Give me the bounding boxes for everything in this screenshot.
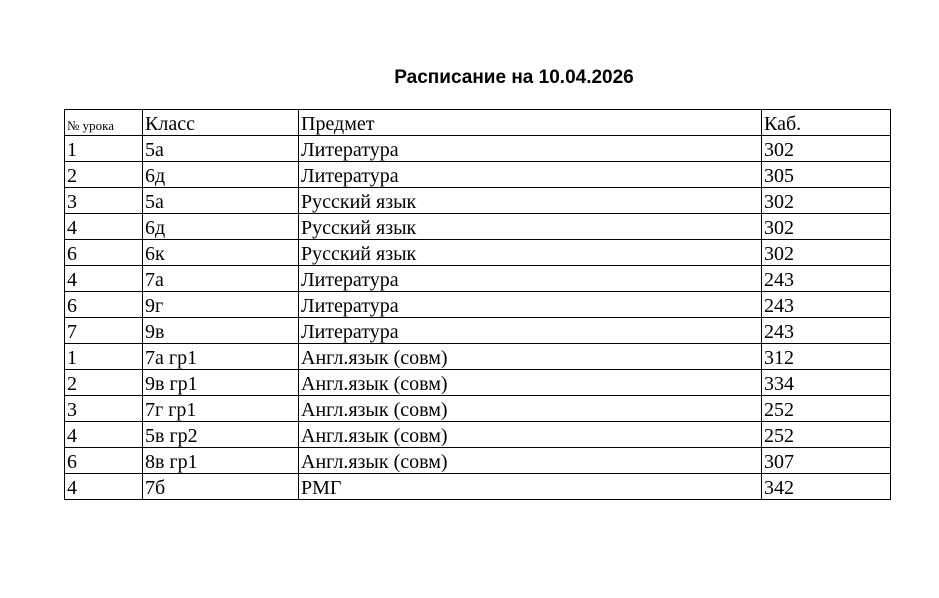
cell-subject: Русский язык	[299, 214, 762, 240]
cell-subject: Литература	[299, 136, 762, 162]
cell-class: 5а	[143, 136, 299, 162]
cell-room: 302	[762, 240, 891, 266]
table-row	[65, 344, 891, 370]
cell-room: 243	[762, 318, 891, 344]
cell-room: 312	[762, 344, 891, 370]
cell-lesson-number: 2	[65, 162, 143, 188]
table-row	[65, 474, 891, 500]
table-row	[65, 370, 891, 396]
cell-room: 302	[762, 214, 891, 240]
header-room: Каб.	[762, 110, 891, 136]
table-row	[65, 422, 891, 448]
cell-room: 302	[762, 188, 891, 214]
table-row	[65, 214, 891, 240]
cell-lesson-number: 4	[65, 214, 143, 240]
cell-class: 7б	[143, 474, 299, 500]
table-row	[65, 396, 891, 422]
table-row	[65, 136, 891, 162]
table-row	[65, 292, 891, 318]
cell-class: 6д	[143, 214, 299, 240]
cell-class: 5а	[143, 188, 299, 214]
cell-room: 334	[762, 370, 891, 396]
cell-subject: Англ.язык (совм)	[299, 396, 762, 422]
cell-room: 302	[762, 136, 891, 162]
cell-lesson-number: 3	[65, 396, 143, 422]
cell-subject: Англ.язык (совм)	[299, 422, 762, 448]
cell-lesson-number: 1	[65, 344, 143, 370]
cell-room: 305	[762, 162, 891, 188]
cell-lesson-number: 2	[65, 370, 143, 396]
header-lesson-number: № урока	[65, 110, 143, 136]
cell-lesson-number: 6	[65, 292, 143, 318]
table-header-row	[65, 110, 891, 136]
cell-class: 9в	[143, 318, 299, 344]
cell-room: 342	[762, 474, 891, 500]
cell-room: 307	[762, 448, 891, 474]
table-row	[65, 266, 891, 292]
cell-class: 6д	[143, 162, 299, 188]
cell-class: 6к	[143, 240, 299, 266]
cell-class: 8в гр1	[143, 448, 299, 474]
cell-room: 252	[762, 422, 891, 448]
schedule-table	[64, 109, 891, 500]
cell-lesson-number: 6	[65, 448, 143, 474]
page-title: Расписание на 10.04.2026	[394, 67, 634, 88]
cell-lesson-number: 1	[65, 136, 143, 162]
cell-class: 5в гр2	[143, 422, 299, 448]
cell-class: 7г гр1	[143, 396, 299, 422]
table-row	[65, 188, 891, 214]
cell-room: 243	[762, 292, 891, 318]
cell-lesson-number: 3	[65, 188, 143, 214]
header-class: Класс	[143, 110, 299, 136]
table-row	[65, 240, 891, 266]
cell-room: 243	[762, 266, 891, 292]
table-row	[65, 448, 891, 474]
cell-room: 252	[762, 396, 891, 422]
cell-lesson-number: 4	[65, 474, 143, 500]
cell-subject: Литература	[299, 292, 762, 318]
table-row	[65, 318, 891, 344]
cell-lesson-number: 7	[65, 318, 143, 344]
cell-subject: Литература	[299, 162, 762, 188]
cell-class: 7а	[143, 266, 299, 292]
header-subject: Предмет	[299, 110, 762, 136]
cell-subject: Англ.язык (совм)	[299, 370, 762, 396]
cell-class: 7а гр1	[143, 344, 299, 370]
cell-subject: Русский язык	[299, 188, 762, 214]
table-row	[65, 162, 891, 188]
cell-subject: Англ.язык (совм)	[299, 344, 762, 370]
cell-lesson-number: 4	[65, 422, 143, 448]
cell-class: 9г	[143, 292, 299, 318]
cell-lesson-number: 6	[65, 240, 143, 266]
cell-subject: РМГ	[299, 474, 762, 500]
cell-subject: Литература	[299, 318, 762, 344]
cell-subject: Литература	[299, 266, 762, 292]
cell-lesson-number: 4	[65, 266, 143, 292]
cell-class: 9в гр1	[143, 370, 299, 396]
cell-subject: Англ.язык (совм)	[299, 448, 762, 474]
cell-subject: Русский язык	[299, 240, 762, 266]
